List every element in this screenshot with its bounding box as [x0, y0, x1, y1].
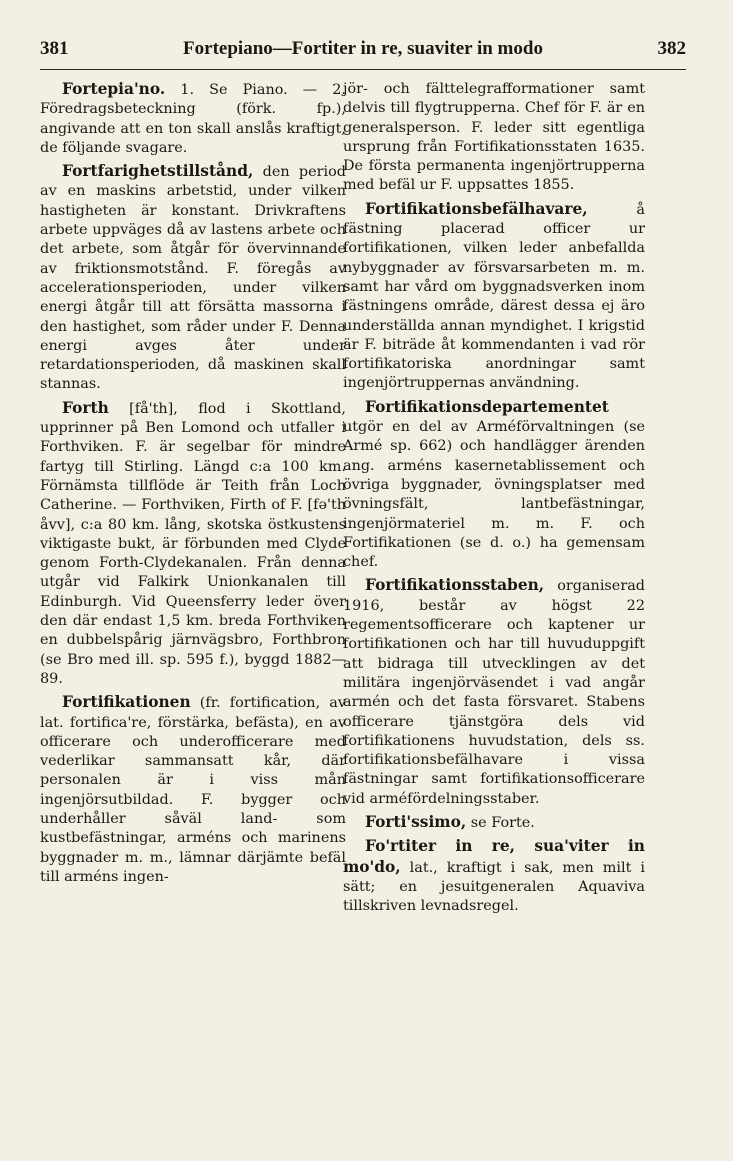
entry-fortissimo	[343, 813, 645, 833]
entry-fortepiano	[40, 80, 346, 158]
entry-text: lat., kraftigt i sak, men milt i sätt; en jesuitgeneralen Aquaviva tillskriven levnadsregel.	[343, 859, 645, 915]
entry-forth	[40, 399, 346, 689]
page-number-right: 382	[657, 38, 686, 59]
running-header	[40, 38, 686, 68]
entry-text: [få'th], flod i Skottland, upprinner på Ben Lomond och utfaller i Forthviken. F. är segelbar för mindre fartyg till Stirling. Längd c:a 100 km. Förnämsta tillflöde är Teith från Loch Catherine. — Forthviken, Firth of F. [fə'th åvv], c:a 80 km. lång, skotska östkustens viktigaste bukt, är förbunden med Clyde genom Forth-Clydekanalen. Från denna utgår vid Falkirk Unionkanalen till Edinburgh. Vid Queensferry leder över den där endast 1,5 km. breda Forthviken en dubbelspårig järnvägsbro, Forthbron (se Bro med ill. sp. 595 f.), byggd 1882—89.	[40, 400, 347, 687]
entry-fortiter-in-re	[343, 837, 645, 916]
entry-fortifikationsbefalhavare	[343, 200, 645, 394]
entry-fortifikationen	[40, 693, 346, 887]
entry-fortfarighetstillstand	[40, 162, 346, 395]
entry-headword: Fortifikationen	[62, 693, 191, 712]
right-column	[343, 80, 645, 916]
entry-headword: Fortifikationsdepartementet	[365, 397, 609, 416]
entry-text: jör- och fälttelegrafformationer samt delvis till flygtrupperna. Chef för F. är en generalsperson. F. leder sitt egentliga ursprung från Fortifikationsstaten 1635. De första permanenta ingenjörtrupperna med befäl ur F. uppsattes 1855.	[343, 81, 645, 194]
entry-headword: Fortifikationsstaben,	[365, 576, 545, 595]
entry-text: den period av en maskins arbetstid, under vilken hastigheten är konstant. Drivkraftens arbete uppväges då av lastens arbete och det arbete, som åtgår för övervinnande av friktionsmotstånd. F. föregås av accelerationsperioden, under vilken energi åtgår till att försätta massorna i den hastighet, som råder under F. Denna energi avges åter under retardationsperioden, då maskinen skall stannas.	[40, 164, 346, 393]
entry-text: å fästning placerad officer ur fortifikationen, vilken leder anbefallda nybyggnader av försvarsarbeten m. m. samt har vård om byggnadsverken inom fästningens område, därest dessa ej äro underställda annan myndighet. I krigstid är F. biträde åt kommendanten i vad rör fortifikatoriska anordningar samt ingenjörtruppernas användning.	[343, 201, 645, 392]
left-column	[40, 80, 346, 887]
entry-headword: Forth	[62, 398, 109, 417]
entry-headword: Forti'ssimo,	[365, 812, 467, 831]
entry-headword: Fortifikationsbefälhavare,	[365, 199, 588, 218]
entry-text: (fr. fortification, av lat. fortifica're, förstärka, befästa), en av officerare och underofficerare med vederlikar sammansatt kår, där personalen är i viss mån ingenjörsutbildad. F. bygger och underhåller såväl land- som kustbefästningar, arméns och marinens byggnader m. m., lämnar därjämte befäl till arméns ingen-	[40, 695, 346, 885]
entry-text: 1. Se Piano. — 2. Föredragsbeteckning (förk. fp.), angivande att en ton skall anslås kraftigt, de följande svagare.	[40, 82, 346, 156]
page-number-left: 381	[40, 38, 69, 59]
entry-text: se Forte.	[470, 814, 535, 831]
entry-text: organiserad 1916, består av högst 22 regementsofficerare och kaptener ur fortifikationen och har till huvuduppgift att bidraga till utvecklingen av det militära ingenjörväsendet i vad angår armén och det fasta försvaret. Stabens officerare tjänstgöra dels vid fortifikationens huvudstation, dels ss. fortifikationsbefälhavare i vissa fästningar samt fortifikationsofficerare vid arméfördelningsstaber.	[343, 578, 645, 807]
entry-headword: Fo'rtiter in re, sua'viter in mo'do,	[343, 837, 645, 876]
header-title: Fortepiano—Fortiter in re, suaviter in modo	[183, 38, 543, 59]
entry-headword: Fortfarighetstillstånd,	[62, 162, 254, 181]
entry-text: utgör en del av Arméförvaltningen (se Armé sp. 662) och handlägger ärenden ang. arméns kasernetablissement och övriga byggnader, övningsplatser med övningsfält, lantbefästningar, ingenjörmateriel m. m. F. och Fortifikationen (se d. o.) ha gemensam chef.	[343, 419, 645, 571]
entry-headword: Fortepia'no.	[62, 80, 166, 98]
header-rule	[40, 69, 686, 70]
entry-fortifikationsdepartementet	[343, 398, 645, 573]
entry-fortifikationsstaben	[343, 576, 645, 809]
entry-continuation	[343, 80, 645, 196]
